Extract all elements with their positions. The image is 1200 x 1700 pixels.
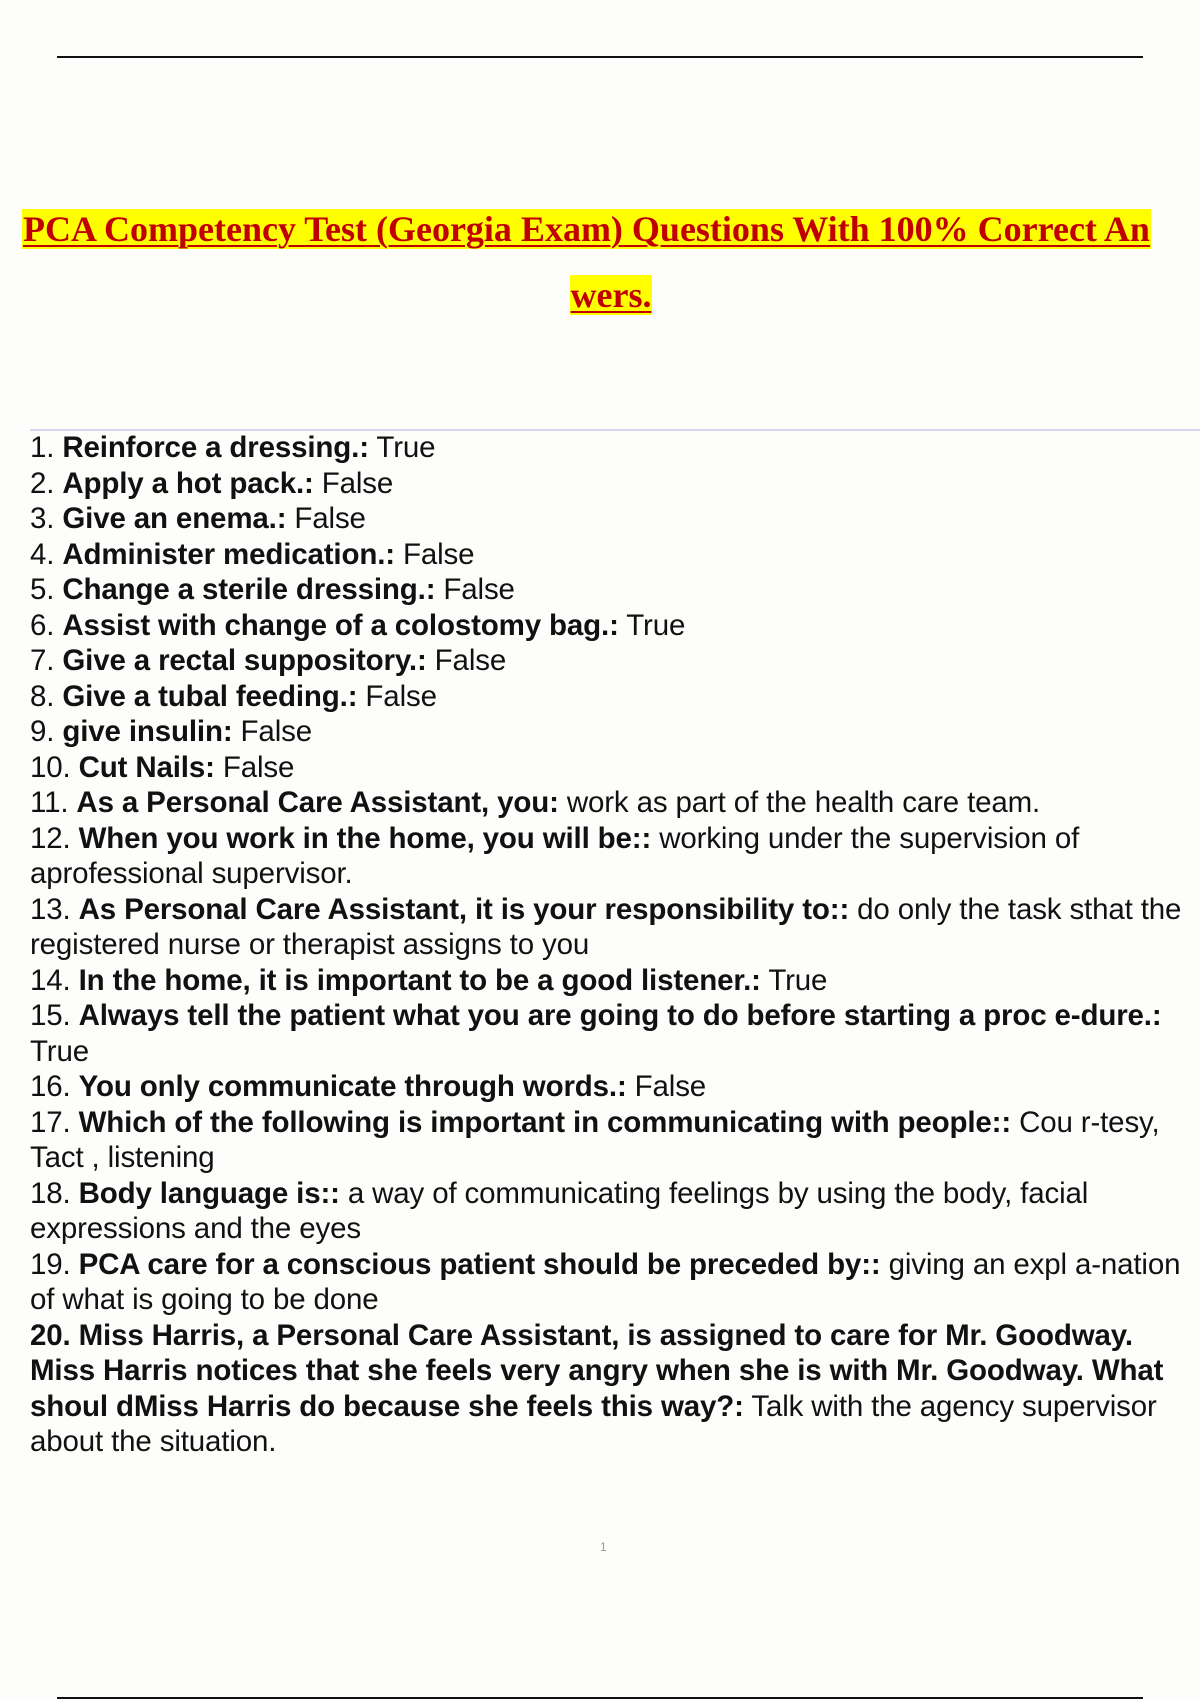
header-rule xyxy=(57,56,1143,58)
page-number: 1 xyxy=(600,1540,607,1554)
list-item: 8. Give a tubal feeding.: False xyxy=(30,679,437,713)
list-item: 15. Always tell the patient what you are going to do before starting a proc e-dure.: True xyxy=(30,999,1162,1068)
list-item: 12. When you work in the home, you will be:: working under the supervision of aprofessional supervisor. xyxy=(30,821,1080,890)
list-item: 14. In the home, it is important to be a good listener.: True xyxy=(30,963,828,997)
footer-rule xyxy=(57,1697,1143,1699)
document-title xyxy=(22,196,1200,328)
list-item: 20. Miss Harris, a Personal Care Assistant, is assigned to care for Mr. Goodway. Miss Harris notices that she feels very angry when she is with Mr. Goodway. What shoul dMiss Harris do because she feels this way?: Talk with the agency supervisor about the situation. xyxy=(30,1318,1164,1458)
question-list xyxy=(30,430,1200,1460)
list-item: 11. As a Personal Care Assistant, you: work as part of the health care team. xyxy=(30,786,1041,819)
list-item: 19. PCA care for a conscious patient should be preceded by:: giving an expl a-nation of what is going to be done xyxy=(30,1247,1181,1316)
list-item: 9. give insulin: False xyxy=(30,715,312,748)
title-line-1: PCA Competency Test (Georgia Exam) Questions With 100% Correct An xyxy=(23,209,1150,249)
list-item: 10. Cut Nails: False xyxy=(30,750,295,784)
list-item: 3. Give an enema.: False xyxy=(30,502,366,535)
list-item: 6. Assist with change of a colostomy bag.: True xyxy=(30,608,686,642)
list-item: 18. Body language is:: a way of communicating feelings by using the body, facial expressions and the eyes xyxy=(30,1176,1089,1245)
list-item: 7. Give a rectal suppository.: False xyxy=(30,644,507,677)
list-item: 13. As Personal Care Assistant, it is your responsibility to:: do only the task sthat the registered nurse or therapist assigns to you xyxy=(30,892,1182,961)
list-item: 4. Administer medication.: False xyxy=(30,537,475,571)
list-item: 17. Which of the following is important in communicating with people:: Cou r-tesy, Tact , listening xyxy=(30,1105,1160,1174)
list-item: 1. Reinforce a dressing.: True xyxy=(30,431,436,464)
list-item: 2. Apply a hot pack.: False xyxy=(30,466,394,500)
list-item: 16. You only communicate through words.: False xyxy=(30,1070,707,1103)
list-item: 5. Change a sterile dressing.: False xyxy=(30,573,515,606)
title-line-2: wers. xyxy=(570,275,652,315)
